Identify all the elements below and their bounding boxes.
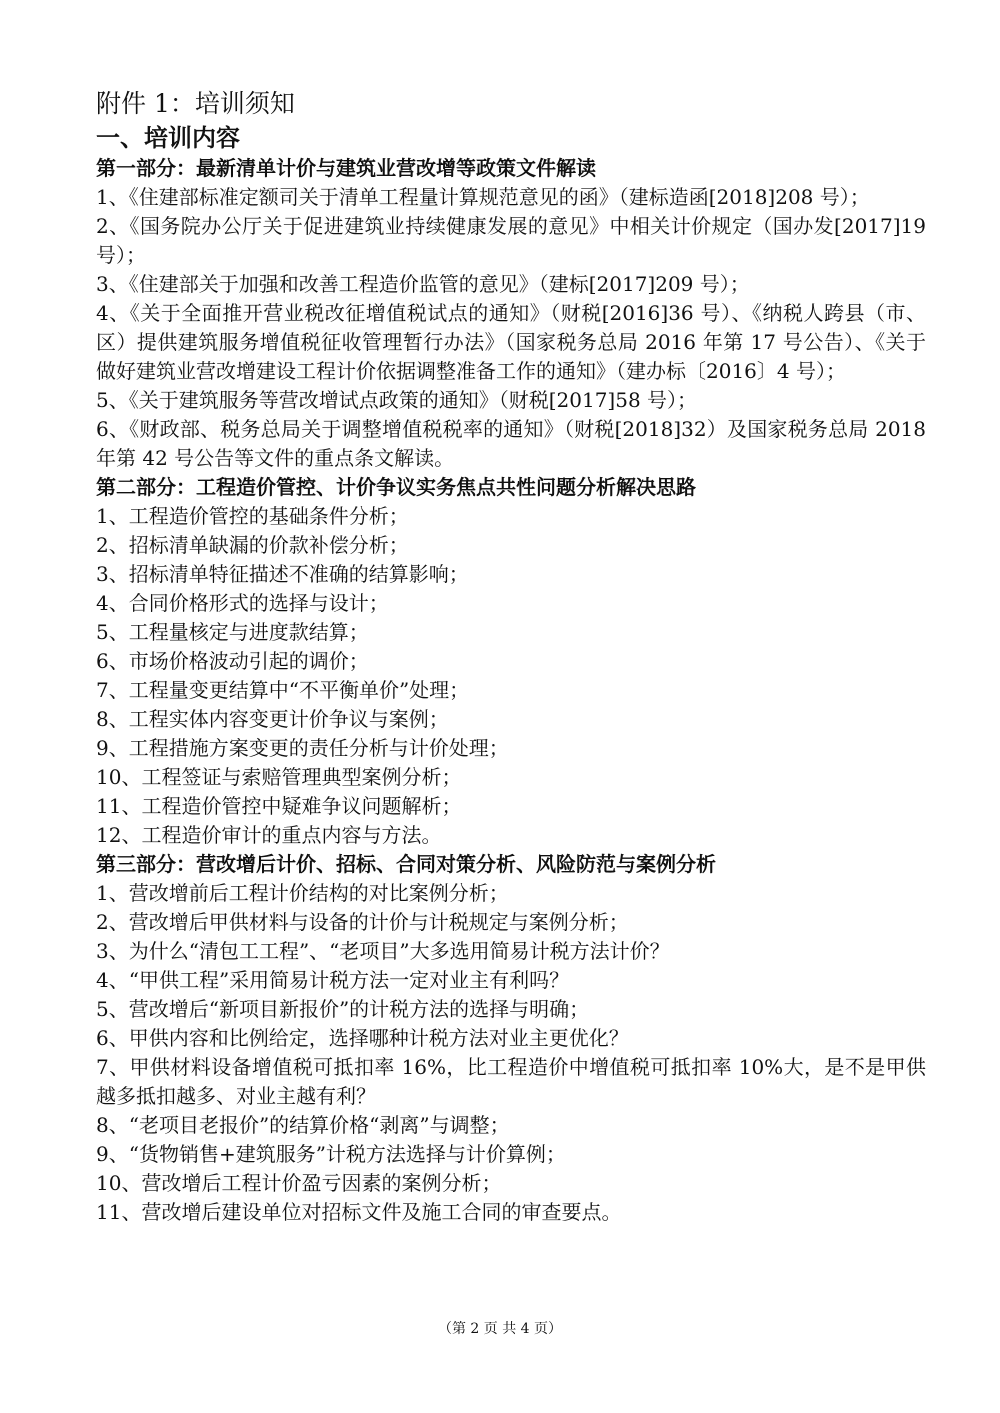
part-2-item: 9、工程措施方案变更的责任分析与计价处理； (96, 736, 509, 760)
part-3-item: 4、“甲供工程”采用简易计税方法一定对业主有利吗？ (96, 968, 570, 992)
part-3-item: 10、营改增后工程计价盈亏因素的案例分析； (96, 1171, 502, 1195)
page-footer: （第 2 页 共 4 页） (437, 1321, 563, 1337)
part-1-item: 5、《关于建筑服务等营改增试点政策的通知》（财税[2017]58 号）； (96, 388, 698, 412)
part-2-item: 2、招标清单缺漏的价款补偿分析； (96, 533, 409, 557)
part-1-item: 2、《国务院办公厅关于促进建筑业持续健康发展的意见》中相关计价规定（国办发[2017]19 号）； (96, 214, 926, 267)
part-2-item: 4、合同价格形式的选择与设计； (96, 591, 389, 615)
part-1-item: 6、《财政部、税务总局关于调整增值税税率的通知》（财税[2018]32）及国家税务总局 2018 年第 42 号公告等文件的重点条文解读。 (96, 417, 926, 470)
part-2-item: 10、工程签证与索赔管理典型案例分析； (96, 765, 462, 789)
part-3-item: 2、营改增后甲供材料与设备的计价与计税规定与案例分析； (96, 910, 629, 934)
part-2-item: 12、工程造价审计的重点内容与方法。 (96, 823, 442, 847)
part-2-item: 6、市场价格波动引起的调价； (96, 649, 369, 673)
part-3-item: 5、营改增后“新项目新报价”的计税方法的选择与明确； (96, 997, 590, 1021)
part-2-heading: 第二部分：工程造价管控、计价争议实务焦点共性问题分析解决思路 (96, 475, 696, 499)
part-3-item: 9、“货物销售+建筑服务”计税方法选择与计价算例； (96, 1142, 566, 1166)
part-3-item: 11、营改增后建设单位对招标文件及施工合同的审查要点。 (96, 1200, 622, 1224)
section-heading: 一、培训内容 (96, 124, 240, 152)
part-2-item: 3、招标清单特征描述不准确的结算影响； (96, 562, 469, 586)
part-3-item: 3、为什么“清包工工程”、“老项目”大多选用简易计税方法计价？ (96, 939, 670, 963)
part-3-heading: 第三部分：营改增后计价、招标、合同对策分析、风险防范与案例分析 (96, 852, 716, 876)
part-1-item: 4、《关于全面推开营业税改征增值税试点的通知》（财税[2016]36 号）、《纳税人跨县（市、区）提供建筑服务增值税征收管理暂行办法》（国家税务总局 2016 年第 17 号公告）、《关于做好建筑业营改增建设工程计价依据调整准备工作的通知》（建办标〔2016〕4 号）； (96, 301, 926, 383)
part-3-item: 7、甲供材料设备增值税可抵扣率 16%，比工程造价中增值税可抵扣率 10%大，是不是甲供越多抵扣越多、对业主越有利？ (96, 1055, 926, 1108)
part-2-item: 5、工程量核定与进度款结算； (96, 620, 369, 644)
part-1-item: 1、《住建部标准定额司关于清单工程量计算规范意见的函》（建标造函[2018]208 号）； (96, 185, 870, 209)
attachment-title: 附件 1：培训须知 (96, 89, 295, 118)
part-2-item: 8、工程实体内容变更计价争议与案例； (96, 707, 449, 731)
part-3-item: 6、甲供内容和比例给定，选择哪种计税方法对业主更优化？ (96, 1026, 629, 1050)
part-1-item: 3、《住建部关于加强和改善工程造价监管的意见》（建标[2017]209 号）； (96, 272, 750, 296)
document-page (96, 86, 926, 1227)
part-1-heading: 第一部分：最新清单计价与建筑业营改增等政策文件解读 (96, 156, 596, 180)
part-3-item: 8、“老项目老报价”的结算价格“剥离”与调整； (96, 1113, 510, 1137)
part-2-item: 11、工程造价管控中疑难争议问题解析； (96, 794, 462, 818)
part-3-item: 1、营改增前后工程计价结构的对比案例分析； (96, 881, 509, 905)
part-2-item: 1、工程造价管控的基础条件分析； (96, 504, 409, 528)
part-2-item: 7、工程量变更结算中“不平衡单价”处理； (96, 678, 470, 702)
